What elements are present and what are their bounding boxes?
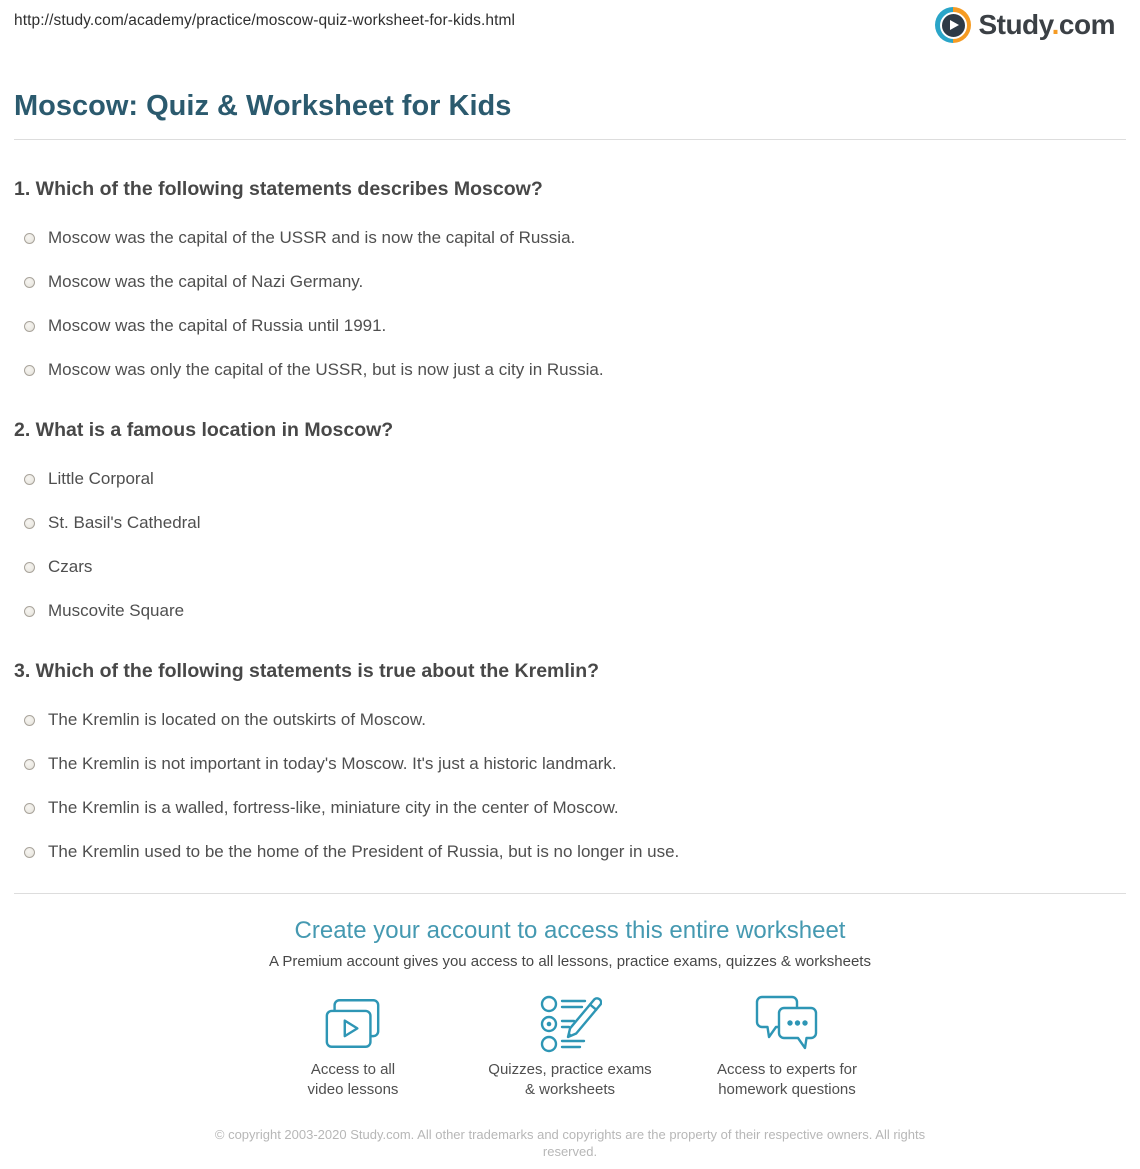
feature-experts: [679, 994, 896, 1100]
feature-label: [245, 1060, 462, 1100]
radio-button[interactable]: [24, 606, 35, 617]
page-title: Moscow: Quiz & Worksheet for Kids: [14, 90, 512, 122]
question-3: [14, 660, 1126, 863]
feature-quizzes: [462, 994, 679, 1100]
cta-section: [14, 916, 1126, 1160]
question-3-option-1[interactable]: [14, 709, 1126, 731]
logo-com-text: com: [1058, 9, 1115, 40]
feature-label: [462, 1060, 679, 1100]
studycom-wordmark: [978, 9, 1115, 41]
feature-label-line1: Quizzes, practice exams: [488, 1061, 652, 1078]
question-2-option-1[interactable]: [14, 468, 1126, 490]
feature-video-lessons: [245, 994, 462, 1100]
feature-label-line2: video lessons: [307, 1081, 399, 1098]
option-label[interactable]: Moscow was the capital of Nazi Germany.: [48, 272, 364, 291]
radio-button[interactable]: [24, 803, 35, 814]
option-label[interactable]: The Kremlin is a walled, fortress-like, miniature city in the center of Moscow.: [48, 798, 619, 817]
copyright-notice: © copyright 2003-2020 Study.com. All other trademarks and copyrights are the property of their respective owners. All rights reserved.: [214, 1127, 926, 1159]
question-2-option-3[interactable]: [14, 556, 1126, 578]
radio-button[interactable]: [24, 474, 35, 485]
question-1-option-1[interactable]: [14, 227, 1126, 249]
play-triangle-icon: [950, 20, 959, 30]
option-label[interactable]: Moscow was only the capital of the USSR, but is now just a city in Russia.: [48, 360, 604, 379]
radio-button[interactable]: [24, 277, 35, 288]
question-3-option-2[interactable]: [14, 753, 1126, 775]
question-3-heading: 3. Which of the following statements is true about the Kremlin?: [14, 660, 600, 682]
feature-label-line1: Access to all: [310, 1061, 396, 1078]
radio-button[interactable]: [24, 233, 35, 244]
feature-label-line2: & worksheets: [524, 1081, 616, 1098]
play-circle: [940, 12, 967, 39]
video-lessons-icon: [322, 997, 384, 1051]
option-label[interactable]: St. Basil's Cathedral: [48, 513, 201, 532]
radio-button[interactable]: [24, 715, 35, 726]
option-label[interactable]: Czars: [48, 557, 93, 576]
question-2: [14, 419, 1126, 622]
quizzes-worksheets-icon: [538, 993, 602, 1055]
question-2-option-2[interactable]: [14, 512, 1126, 534]
create-account-link[interactable]: Create your account to access this entire worksheet: [294, 917, 846, 944]
question-1-option-3[interactable]: [14, 315, 1126, 337]
radio-button[interactable]: [24, 518, 35, 529]
studycom-play-icon: [935, 7, 971, 43]
option-label[interactable]: The Kremlin used to be the home of the President of Russia, but is no longer in use.: [48, 842, 680, 861]
radio-button[interactable]: [24, 847, 35, 858]
cta-divider: [14, 893, 1126, 894]
option-label[interactable]: Muscovite Square: [48, 601, 185, 620]
title-divider: [14, 139, 1126, 140]
option-label[interactable]: The Kremlin is not important in today's Moscow. It's just a historic landmark.: [48, 754, 617, 773]
question-2-option-4[interactable]: [14, 600, 1126, 622]
question-3-option-3[interactable]: [14, 797, 1126, 819]
question-3-option-4[interactable]: [14, 841, 1126, 863]
question-1-option-4[interactable]: [14, 359, 1126, 381]
radio-button[interactable]: [24, 562, 35, 573]
top-bar: [14, 0, 1126, 52]
option-label[interactable]: Moscow was the capital of the USSR and is now the capital of Russia.: [48, 228, 576, 247]
logo-dot-text: .: [1051, 9, 1059, 40]
logo-study-text: Study: [978, 9, 1052, 40]
features-row: [14, 994, 1126, 1100]
question-2-heading: 2. What is a famous location in Moscow?: [14, 419, 394, 441]
radio-button[interactable]: [24, 759, 35, 770]
feature-label-line1: Access to experts for: [716, 1061, 858, 1078]
feature-label: [679, 1060, 896, 1100]
question-1: [14, 178, 1126, 381]
option-label[interactable]: The Kremlin is located on the outskirts of Moscow.: [48, 710, 426, 729]
studycom-logo[interactable]: [935, 7, 1115, 43]
option-label[interactable]: Moscow was the capital of Russia until 1991.: [48, 316, 387, 335]
question-1-heading: 1. Which of the following statements describes Moscow?: [14, 178, 543, 200]
radio-button[interactable]: [24, 321, 35, 332]
page-url: http://study.com/academy/practice/moscow-quiz-worksheet-for-kids.html: [14, 12, 516, 29]
option-label[interactable]: Little Corporal: [48, 469, 154, 488]
experts-chat-icon: [754, 995, 820, 1053]
premium-description: A Premium account gives you access to all lessons, practice exams, quizzes & worksheets: [269, 953, 871, 970]
question-1-option-2[interactable]: [14, 271, 1126, 293]
radio-button[interactable]: [24, 365, 35, 376]
feature-label-line2: homework questions: [718, 1081, 856, 1098]
